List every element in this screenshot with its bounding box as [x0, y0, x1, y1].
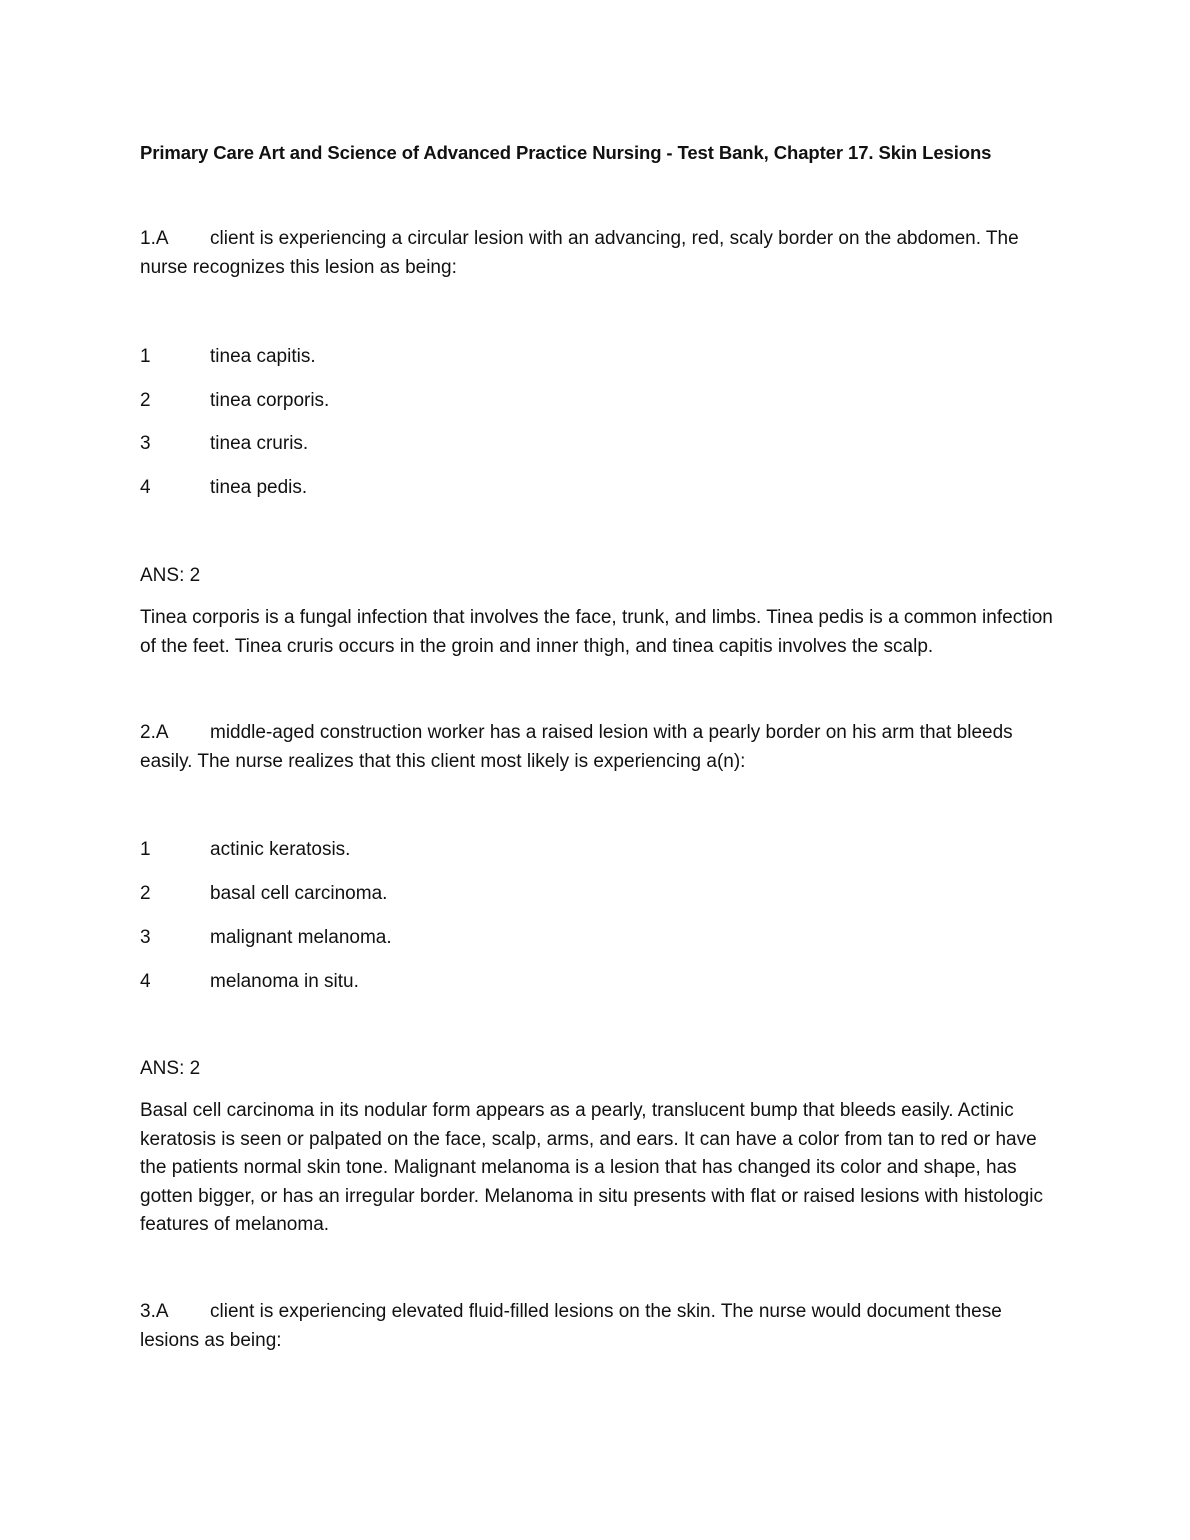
- option-number: 2: [140, 883, 151, 904]
- question-2-rationale: Basal cell carcinoma in its nodular form appears as a pearly, translucent bump that bleeds easily. Actinic keratosis is seen or palpated on the face, scalp, arms, and ears. It can have a color from tan to red or have the patients normal skin tone. Malignant melanoma is a lesion that has changed its color and shape, has gotten bigger, or has an irregular border. Melanoma in situ presents with flat or raised lesions with histologic features of melanoma.: [140, 1100, 1043, 1236]
- question-1-rationale: Tinea corporis is a fungal infection that involves the face, trunk, and limbs. Tinea pedis is a common infection of the feet. Tinea cruris occurs in the groin and inner thigh, and tinea capitis involves the scalp.: [140, 607, 1053, 657]
- question-2-number: 2.A: [140, 722, 169, 743]
- question-3-stem: client is experiencing elevated fluid-filled lesions on the skin. The nurse would document these lesions as being:: [140, 1301, 1002, 1351]
- question-2-stem: middle-aged construction worker has a raised lesion with a pearly border on his arm that bleeds easily. The nurse realizes that this client most likely is experiencing a(n):: [140, 722, 1013, 772]
- question-1-stem: client is experiencing a circular lesion with an advancing, red, scaly border on the abdomen. The nurse recognizes this lesion as being:: [140, 228, 1019, 278]
- option-number: 4: [140, 477, 151, 498]
- option-text: tinea capitis.: [210, 346, 316, 367]
- option-text: tinea pedis.: [210, 477, 308, 498]
- question-2-option-3: [140, 926, 392, 950]
- option-text: basal cell carcinoma.: [210, 883, 388, 904]
- question-3-stem-block: [140, 1298, 1055, 1355]
- option-text: malignant melanoma.: [210, 927, 392, 948]
- option-number: 1: [140, 839, 151, 860]
- question-1-stem-block: [140, 225, 1055, 282]
- option-number: 3: [140, 927, 151, 948]
- question-2-stem-block: [140, 719, 1055, 776]
- question-3-number: 3.A: [140, 1301, 169, 1322]
- option-text: tinea cruris.: [210, 433, 309, 454]
- option-text: actinic keratosis.: [210, 839, 351, 860]
- option-number: 2: [140, 390, 151, 411]
- option-text: melanoma in situ.: [210, 971, 359, 992]
- option-text: tinea corporis.: [210, 390, 330, 411]
- document-title: Primary Care Art and Science of Advanced Practice Nursing - Test Bank, Chapter 17. Skin Lesions: [140, 142, 992, 163]
- question-1-option-1: [140, 345, 316, 369]
- question-1-option-2: [140, 389, 329, 413]
- option-number: 1: [140, 346, 151, 367]
- question-1-number: 1.A: [140, 228, 169, 249]
- option-number: 3: [140, 433, 151, 454]
- question-2-option-4: [140, 970, 359, 994]
- question-2-answer: ANS: 2: [140, 1058, 201, 1079]
- question-2-option-1: [140, 838, 350, 862]
- question-1-answer: ANS: 2: [140, 565, 201, 586]
- question-1-option-4: [140, 476, 307, 500]
- option-number: 4: [140, 971, 151, 992]
- question-2-option-2: [140, 882, 387, 906]
- question-1-option-3: [140, 432, 308, 456]
